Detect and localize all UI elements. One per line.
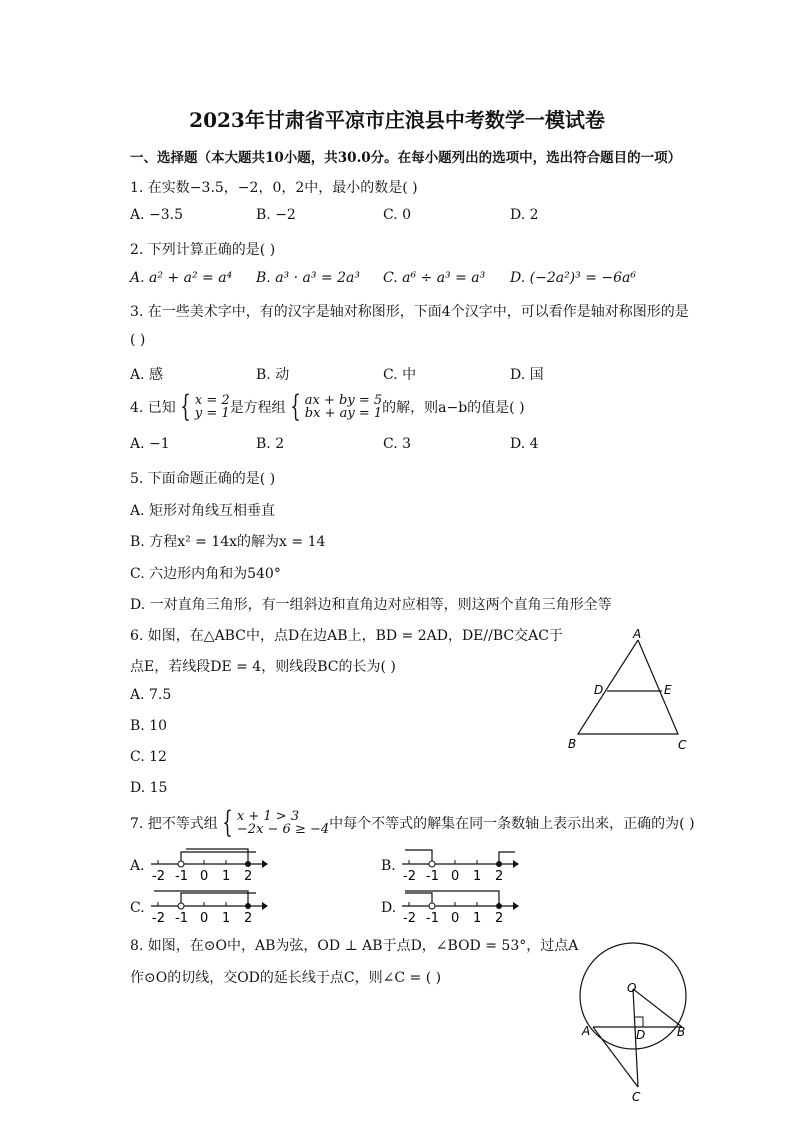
q5-option-b[interactable]: B. 方程x² = 14x的解为x = 14 (130, 534, 326, 550)
q3-option-c[interactable]: C. 中 (383, 367, 417, 383)
question-8-stem-cont: 作⊙O的切线，交OD的延长线于点C，则∠C = ( ) (130, 970, 442, 986)
svg-text:1: 1 (473, 911, 482, 926)
label-b: B (568, 737, 577, 751)
svg-text:1: 1 (473, 869, 482, 884)
q4-option-c[interactable]: C. 3 (383, 436, 412, 452)
q2-option-c[interactable]: C. a⁶ ÷ a³ = a³ (383, 270, 486, 286)
q4-option-d[interactable]: D. 4 (510, 436, 539, 452)
q6-option-c[interactable]: C. 12 (130, 749, 167, 765)
q7-option-a-label[interactable]: A. (130, 858, 145, 874)
brace-icon: { (180, 389, 191, 424)
svg-text:-1: -1 (175, 911, 188, 926)
q4-solution-system: x = 2 y = 1 (194, 393, 230, 421)
q3-option-d[interactable]: D. 国 (510, 367, 544, 383)
q4-post: 的解，则a−b的值是( ) (382, 400, 525, 416)
q4-mid: 是方程组 (229, 400, 286, 416)
q3-option-b[interactable]: B. 动 (256, 367, 290, 383)
label-d: D (594, 683, 604, 697)
triangle-figure (560, 622, 700, 757)
number-line-d[interactable] (397, 888, 522, 928)
svg-text:2: 2 (495, 869, 504, 884)
right-angle-mark (635, 1017, 643, 1027)
q7-option-d-label[interactable]: D. (381, 900, 397, 916)
svg-text:-2: -2 (152, 869, 165, 884)
label-e: E (664, 683, 672, 697)
question-8-stem: 8. 如图，在⊙O中，AB为弦，OD ⊥ AB于点D，∠BOD = 53°，过点A (130, 938, 579, 954)
question-4-stem (130, 389, 525, 424)
brace-icon: { (289, 389, 301, 424)
q5-option-d[interactable]: D. 一对直角三角形，有一组斜边和直角边对应相等，则这两个直角三角形全等 (130, 597, 612, 613)
q4-option-a[interactable]: A. −1 (130, 436, 170, 452)
label-d: D (636, 1028, 646, 1042)
q6-option-d[interactable]: D. 15 (130, 780, 168, 796)
q4-pre: 4. 已知 (130, 400, 176, 416)
q7-post: 中每个不等式的解集在同一条数轴上表示出来，正确的为( ) (329, 816, 695, 832)
number-line-b[interactable] (397, 846, 522, 886)
q3-option-a[interactable]: A. 感 (130, 367, 164, 383)
question-2-stem: 2. 下列计算正确的是( ) (130, 242, 276, 258)
q1-option-b[interactable]: B. −2 (256, 207, 296, 223)
q1-option-c[interactable]: C. 0 (383, 207, 412, 223)
number-line-c[interactable] (146, 888, 271, 928)
q1-option-d[interactable]: D. 2 (510, 207, 539, 223)
svg-text:-2: -2 (403, 911, 416, 926)
q5-option-c[interactable]: C. 六边形内角和为540° (130, 566, 281, 582)
svg-text:-2: -2 (403, 869, 416, 884)
svg-text:2: 2 (244, 911, 253, 926)
q4-option-b[interactable]: B. 2 (256, 436, 285, 452)
q1-option-a[interactable]: A. −3.5 (130, 207, 184, 223)
svg-text:-1: -1 (175, 869, 188, 884)
label-a: A (633, 627, 642, 641)
q2-option-d[interactable]: D. (−2a²)³ = −6a⁶ (510, 270, 636, 286)
brace-icon: { (222, 805, 233, 840)
radius-ob (633, 989, 682, 1027)
page-title: 2023年甘肃省平凉市庄浪县中考数学一模试卷 (189, 108, 605, 132)
q6-option-b[interactable]: B. 10 (130, 718, 168, 734)
svg-text:2: 2 (495, 911, 504, 926)
svg-text:1: 1 (222, 911, 231, 926)
question-1-stem: 1. 在实数−3.5，−2，0，2中，最小的数是( ) (130, 180, 418, 196)
svg-text:0: 0 (200, 911, 209, 926)
q7-pre: 7. 把不等式组 (130, 816, 218, 832)
q4-equation-system: ax + by = 5 bx + ay = 1 (304, 393, 383, 421)
svg-text:0: 0 (451, 869, 460, 884)
section-heading: 一、选择题（本大题共10小题，共30.0分。在每小题列出的选项中，选出符合题目的一项） (130, 150, 682, 166)
q7-inequality-system: x + 1 > 3 −2x − 6 ≥ −4 (236, 809, 330, 837)
q2-option-b[interactable]: B. a³ · a³ = 2a³ (256, 270, 360, 286)
label-c: C (632, 1090, 641, 1104)
svg-text:-2: -2 (152, 911, 165, 926)
q5-option-a[interactable]: A. 矩形对角线互相垂直 (130, 503, 276, 519)
tangent-ac (593, 1027, 638, 1087)
question-3-stem: 3. 在一些美术字中，有的汉字是轴对称图形，下面4个汉字中，可以看作是轴对称图形的是 (130, 304, 689, 320)
question-7-stem (130, 805, 695, 840)
question-6-stem-cont: 点E，若线段DE = 4，则线段BC的长为( ) (130, 659, 396, 675)
q7-option-b-label[interactable]: B. (381, 858, 396, 874)
number-line-a[interactable] (146, 846, 271, 886)
label-o: O (627, 981, 637, 995)
svg-text:2: 2 (244, 869, 253, 884)
label-a: A (582, 1024, 591, 1038)
label-b: B (677, 1025, 686, 1039)
label-c: C (678, 738, 687, 752)
q2-option-a[interactable]: A. a² + a² = a⁴ (130, 270, 233, 286)
question-5-stem: 5. 下面命题正确的是( ) (130, 471, 276, 487)
circle-figure (572, 935, 702, 1110)
q7-option-c-label[interactable]: C. (130, 900, 145, 916)
question-3-stem-cont: ( ) (130, 332, 146, 348)
svg-text:0: 0 (451, 911, 460, 926)
svg-text:-1: -1 (426, 869, 439, 884)
svg-text:0: 0 (200, 869, 209, 884)
svg-text:-1: -1 (426, 911, 439, 926)
svg-text:1: 1 (222, 869, 231, 884)
question-6-stem: 6. 如图，在△ABC中，点D在边AB上，BD = 2AD，DE//BC交AC于 (130, 628, 563, 644)
q6-option-a[interactable]: A. 7.5 (130, 687, 172, 703)
triangle-abc (578, 640, 678, 734)
